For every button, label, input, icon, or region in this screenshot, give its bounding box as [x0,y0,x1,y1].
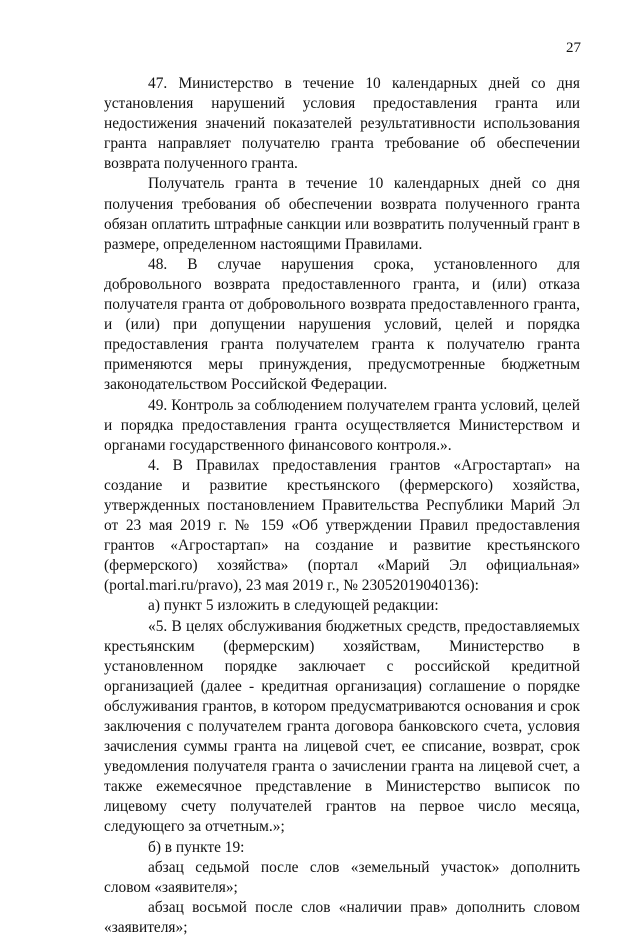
document-body [104,74,580,938]
paragraph-eighth-abzac: абзац восьмой после слов «наличии прав» дополнить словом «заявителя»; [104,898,580,936]
paragraph-recipient-obligation: Получатель гранта в течение 10 календарных дней со дня получения требования об обеспечении возврата полученного гранта обязан оплатить штрафные санкции или возвратить полученный грант в размере, определенном настоящими Правилами. [104,175,580,253]
page-number: 27 [566,40,581,56]
paragraph-49: 49. Контроль за соблюдением получателем гранта условий, целей и порядка предоставления гранта осуществляется Министерством и органами государственного финансового контроля.». [104,396,580,454]
paragraph-4-agrostartup-rules: 4. В Правилах предоставления грантов «Агростартап» на создание и развитие крестьянского (фермерского) хозяйства, утвержденных постановлением Правительства Республики Марий Эл от 23 мая 2019 г. № 159 «Об утверждении Правил предоставления грантов «Агростартап» на создание и развитие крестьянского (фермерского) хозяйства» (портал «Марий Эл официальная» (portal.mari.ru/pravo), 23 мая 2019 г., № 23052019040136): [104,456,580,595]
paragraph-item-b: б) в пункте 19: [148,838,245,856]
paragraph-48: 48. В случае нарушения срока, установленного для добровольного возврата предоставленного гранта, и (или) отказа получателя гранта от добровольного возврата предоставленного гранта, и (или) при допущении нарушения условий, целей и порядка предоставления гранта получателем гранта к получателю гранта применяются меры принуждения, предусмотренные бюджетным законодательством Российской Федерации. [104,255,580,394]
paragraph-item-a: а) пункт 5 изложить в следующей редакции: [148,597,439,615]
paragraph-47: 47. Министерство в течение 10 календарных дней со дня установления нарушений условия предоставления гранта или недостижения значений показателей результативности использования гранта направляет получателю гранта требование об обеспечении возврата полученного гранта. [104,75,580,173]
paragraph-seventh-abzac: абзац седьмой после слов «земельный участок» дополнить словом «заявителя»; [104,858,580,896]
paragraph-5-new-wording: «5. В целях обслуживания бюджетных средств, предоставляемых крестьянским (фермерским) хозяйствам, Министерство в установленном порядке заключает с российской кредитной организацией (далее - кредитная организация) соглашение о порядке обслуживания грантов, в котором предусматриваются основания и срок заключения с получателем гранта договора банковского счета, условия зачисления суммы гранта на лицевой счет, ее списание, возврат, срок уведомления получателя гранта о зачислении гранта на лицевой счет, а также ежемесячное представление в Министерство выписок по лицевому счету получателей грантов на первое число месяца, следующего за отчетным.»; [104,617,580,836]
